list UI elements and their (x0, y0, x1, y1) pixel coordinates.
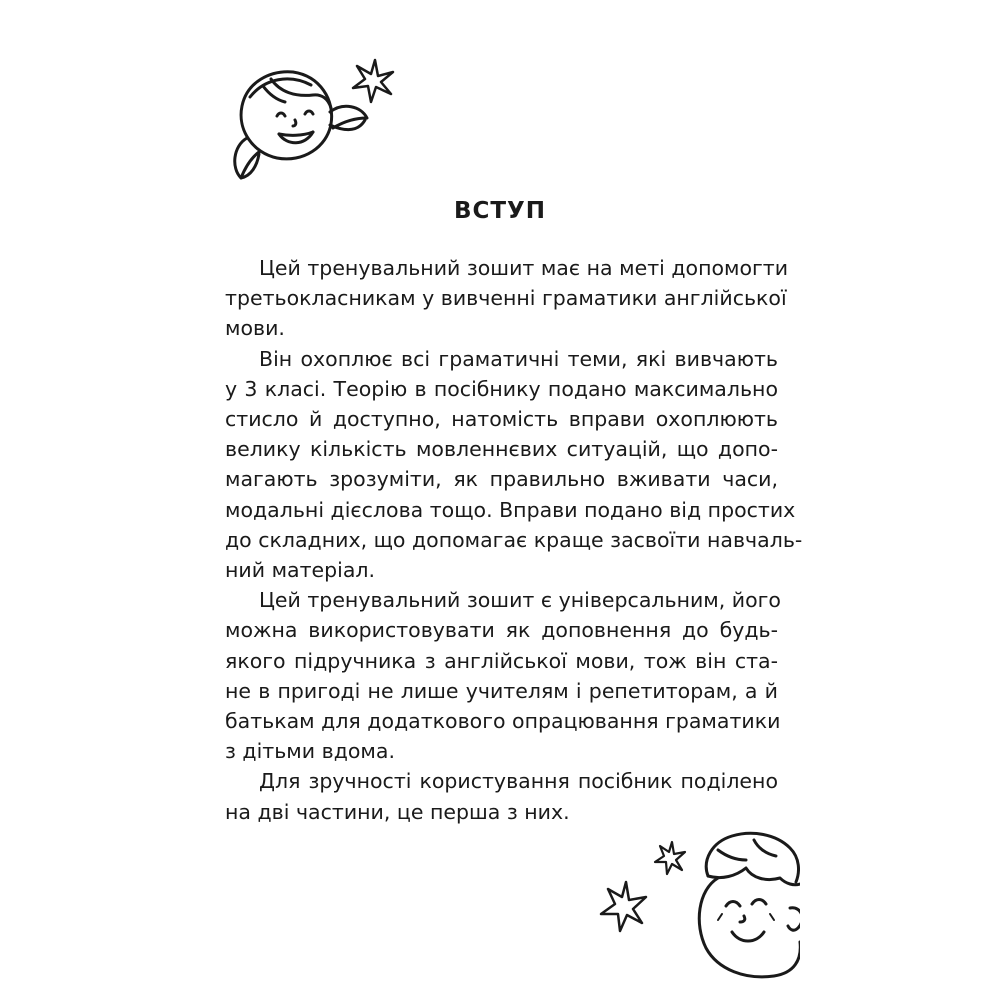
text-line: до складних, що допомагає краще засвоїти навчаль- (225, 527, 803, 552)
paragraph-3 (225, 585, 781, 766)
text-line: магають зрозуміти, як правильно вживати часи, (225, 467, 778, 492)
boy-face-illustration (590, 820, 800, 1000)
intro-body (225, 253, 803, 827)
text-line: не в пригоді не лише учителям і репетиторам, а й (225, 678, 778, 703)
text-line: Він охоплює всі граматичні теми, які вивчають (259, 346, 778, 371)
text-line: з дітьми вдома. (225, 739, 395, 764)
text-line: ний матеріал. (225, 558, 376, 583)
page-title: ВСТУП (453, 198, 547, 224)
text-line: Цей тренувальний зошит є універсальним, його (259, 588, 781, 613)
text-line: можна використовувати як доповнення до будь- (225, 618, 778, 643)
text-line: стисло й доступно, натомість вправи охоплюють (225, 407, 778, 432)
text-line: Цей тренувальний зошит має на меті допомогти (259, 256, 789, 280)
text-line: якого підручника з англійської мови, тож він ста- (225, 648, 778, 673)
paragraph-1 (225, 253, 789, 344)
text-line: Для зручності користування посібник поділено (259, 769, 778, 794)
text-line: третьокласникам у вивченні граматики англійської (225, 286, 787, 311)
paragraph-2 (225, 344, 803, 586)
text-line: на дві частини, це перша з них. (225, 799, 570, 824)
girl-face-illustration (225, 50, 400, 200)
text-line: у 3 класі. Теорію в посібнику подано максимально (225, 376, 778, 401)
text-line: мови. (225, 316, 285, 341)
text-line: батькам для додаткового опрацювання граматики (225, 709, 781, 734)
text-line: велику кількість мовленнєвих ситуацій, що допо- (225, 437, 778, 462)
paragraph-4 (225, 766, 778, 826)
text-line: модальні дієслова тощо. Вправи подано від простих (225, 497, 796, 522)
